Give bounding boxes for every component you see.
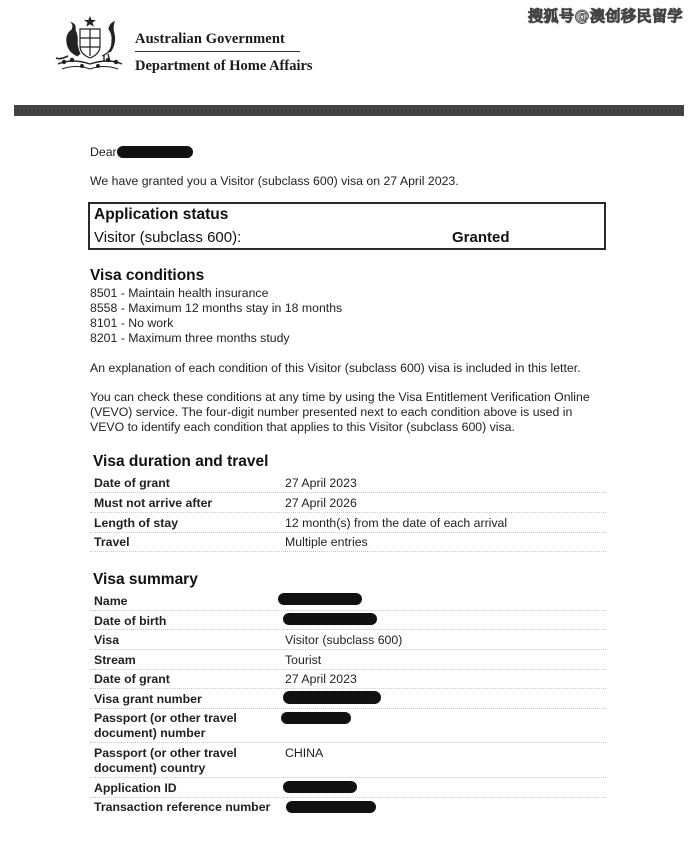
field-label: Passport (or other travel xyxy=(94,711,237,725)
row-divider xyxy=(90,777,606,778)
field-label: Length of stay xyxy=(94,516,179,530)
field-label: Name xyxy=(94,594,128,608)
condition-item: 8101 - No work xyxy=(90,316,174,330)
department-name: Department of Home Affairs xyxy=(135,58,313,74)
field-label: Application ID xyxy=(94,781,177,795)
vevo-paragraph-line: You can check these conditions at any time by using the Visa Entitlement Verification Online xyxy=(90,390,590,404)
header-band xyxy=(14,105,684,116)
field-label: Travel xyxy=(94,535,130,549)
field-value: CHINA xyxy=(285,746,324,760)
australian-coat-of-arms-icon xyxy=(52,14,128,74)
row-divider xyxy=(90,797,606,798)
redacted-name-value xyxy=(278,593,362,605)
field-label: document) number xyxy=(94,726,206,740)
vevo-paragraph-line: (VEVO) service. The four-digit number presented next to each condition above is used in xyxy=(90,405,573,419)
field-label: Stream xyxy=(94,653,136,667)
government-name: Australian Government xyxy=(135,31,285,47)
field-label: Visa grant number xyxy=(94,692,202,706)
application-status-heading: Application status xyxy=(94,206,229,223)
condition-item: 8501 - Maintain health insurance xyxy=(90,286,269,300)
field-label: Passport (or other travel xyxy=(94,746,237,760)
row-divider xyxy=(90,551,606,552)
row-divider xyxy=(90,512,606,513)
field-value: 27 April 2023 xyxy=(285,476,357,490)
redacted-name xyxy=(117,146,193,158)
visa-conditions-heading: Visa conditions xyxy=(90,267,205,284)
visa-summary-heading: Visa summary xyxy=(93,571,198,588)
field-label: Date of grant xyxy=(94,476,170,490)
field-value: Multiple entries xyxy=(285,535,368,549)
redacted-transaction-number xyxy=(286,801,376,813)
row-divider xyxy=(90,610,606,611)
status-badge: Granted xyxy=(452,229,510,246)
field-value: 27 April 2026 xyxy=(285,496,357,510)
conditions-explanation: An explanation of each condition of this Visitor (subclass 600) visa is included in this letter. xyxy=(90,361,581,375)
field-label: Must not arrive after xyxy=(94,496,213,510)
field-value: 12 month(s) from the date of each arrival xyxy=(285,516,508,530)
condition-item: 8558 - Maximum 12 months stay in 18 months xyxy=(90,301,343,315)
salutation: Dear xyxy=(90,145,117,159)
status-visa-label: Visitor (subclass 600): xyxy=(94,229,242,246)
field-value: 27 April 2023 xyxy=(285,672,357,686)
redacted-passport-number xyxy=(281,712,351,724)
field-value: Visitor (subclass 600) xyxy=(285,633,403,647)
vevo-paragraph-line: VEVO to identify each condition that applies to this Visitor (subclass 600) visa. xyxy=(90,420,515,434)
grant-intro: We have granted you a Visitor (subclass 600) visa on 27 April 2023. xyxy=(90,174,459,188)
redacted-grant-number xyxy=(283,691,381,704)
row-divider xyxy=(90,649,606,650)
redacted-dob-value xyxy=(283,613,377,625)
watermark: 搜狐号@澳创移民留学 xyxy=(527,7,683,25)
row-divider xyxy=(90,708,606,709)
field-label: Transaction reference number xyxy=(94,800,271,814)
row-divider xyxy=(90,742,606,743)
header-divider xyxy=(135,51,300,52)
field-label: Date of grant xyxy=(94,672,170,686)
field-label: document) country xyxy=(94,761,206,775)
row-divider xyxy=(90,629,606,630)
row-divider xyxy=(90,669,606,670)
field-value: Tourist xyxy=(285,653,322,667)
row-divider xyxy=(90,532,606,533)
field-label: Date of birth xyxy=(94,614,167,628)
field-label: Visa xyxy=(94,633,120,647)
row-divider xyxy=(90,492,606,493)
row-divider xyxy=(90,688,606,689)
visa-duration-heading: Visa duration and travel xyxy=(93,453,269,470)
redacted-application-id xyxy=(283,781,357,793)
condition-item: 8201 - Maximum three months study xyxy=(90,331,290,345)
